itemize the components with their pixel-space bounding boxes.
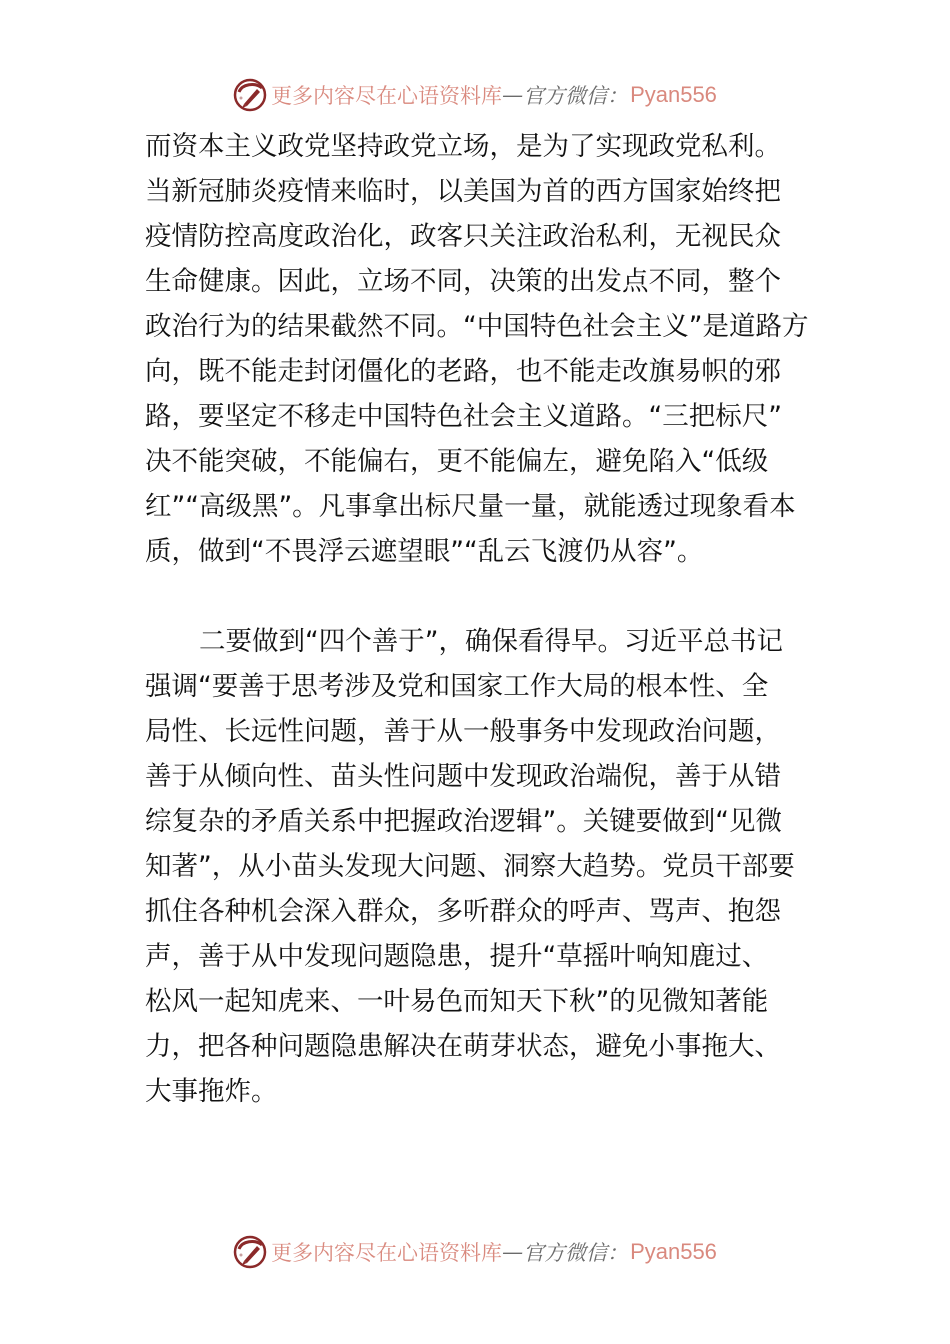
dash: — (502, 83, 524, 107)
wechat-id: Pyan556 (630, 1239, 717, 1264)
text-line: 局性、长远性问题，善于从一般事务中发现政治问题， (145, 716, 781, 747)
text-line: 路，要坚定不移走中国特色社会主义道路。“三把标尺” (145, 401, 782, 432)
wechat-id: Pyan556 (630, 82, 717, 107)
paragraph-gap (145, 574, 810, 619)
text-line: 政治行为的结果截然不同。“中国特色社会主义”是道路方 (145, 311, 809, 342)
wechat-label: 官方微信： (523, 1241, 629, 1265)
text-line: 当新冠肺炎疫情来临时，以美国为首的西方国家始终把 (145, 176, 781, 207)
text-line: 生命健康。因此，立场不同，决策的出发点不同，整个 (145, 266, 781, 297)
text-line: 力，把各种问题隐患解决在萌芽状态，避免小事拖大、 (145, 1031, 781, 1062)
text-line: 而资本主义政党坚持政党立场，是为了实现政党私利。 (145, 131, 781, 162)
text-line: 松风一起知虎来、一叶易色而知天下秋”的见微知著能 (145, 986, 769, 1017)
pen-logo-icon (233, 78, 267, 112)
paragraph-2 (145, 619, 810, 1114)
text-line: 知著”，从小苗头发现大问题、洞察大趋势。党员干部要 (145, 851, 795, 882)
text-line: 质，做到“不畏浮云遮望眼”“乱云飞渡仍从容”。 (145, 536, 704, 567)
text-line: 红”“高级黑”。凡事拿出标尺量一量，就能透过现象看本 (145, 491, 796, 522)
text-line: 疫情防控高度政治化，政客只关注政治私利，无视民众 (145, 221, 781, 252)
wechat-label: 官方微信： (523, 84, 629, 108)
text-line: 大事拖炸。 (145, 1076, 278, 1107)
text-line: 声，善于从中发现问题隐患，提升“草摇叶响知鹿过、 (145, 941, 769, 972)
footer-watermark (0, 1230, 950, 1274)
promo-text: 更多内容尽在心语资料库 (271, 1241, 503, 1265)
pen-logo-icon (233, 1235, 267, 1269)
text-line: 综复杂的矛盾关系中把握政治逻辑”。关键要做到“见微 (145, 806, 782, 837)
text-line: 善于从倾向性、苗头性问题中发现政治端倪，善于从错 (145, 761, 781, 792)
text-line: 抓住各种机会深入群众，多听群众的呼声、骂声、抱怨 (145, 896, 781, 927)
dash: — (502, 1240, 524, 1264)
text-line: 强调“要善于思考涉及党和国家工作大局的根本性、全 (145, 671, 769, 702)
text-line: 决不能突破，不能偏右，更不能偏左，避免陷入“低级 (145, 446, 769, 477)
text-line: 向，既不能走封闭僵化的老路，也不能走改旗易帜的邪 (145, 356, 781, 387)
text-line: 二要做到“四个善于”，确保看得早。习近平总书记 (199, 626, 783, 657)
promo-text: 更多内容尽在心语资料库 (271, 84, 503, 108)
document-body (145, 124, 810, 1114)
paragraph-1 (145, 124, 810, 574)
header-watermark (0, 73, 950, 117)
